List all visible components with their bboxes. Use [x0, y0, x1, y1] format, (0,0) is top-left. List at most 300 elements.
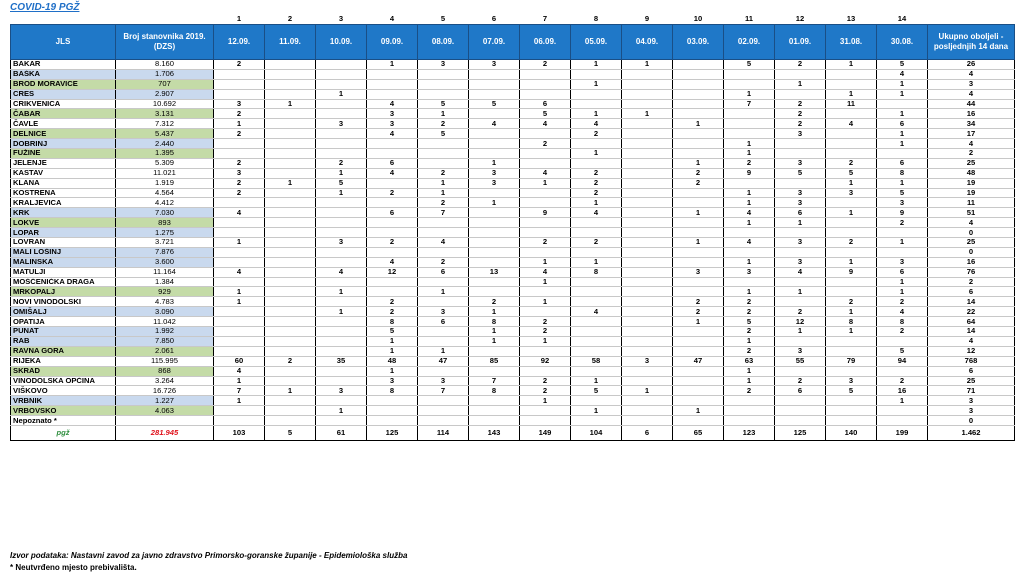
daily-cases — [316, 247, 367, 257]
daily-cases — [571, 139, 622, 149]
table-row — [11, 158, 1015, 168]
daily-cases — [826, 129, 877, 139]
daily-cases: 2 — [571, 178, 622, 188]
daily-cases: 1 — [673, 317, 724, 327]
daily-cases: 2 — [775, 119, 826, 129]
table-row — [11, 277, 1015, 287]
daily-cases — [265, 376, 316, 386]
daily-cases: 1 — [724, 198, 775, 208]
daily-cases: 1 — [826, 178, 877, 188]
daily-cases — [367, 218, 418, 228]
population-value: 7.312 — [116, 119, 214, 129]
daily-cases: 3 — [775, 238, 826, 248]
daily-cases: 1 — [265, 386, 316, 396]
daily-cases — [724, 416, 775, 426]
daily-cases — [673, 386, 724, 396]
daily-cases: 79 — [826, 356, 877, 366]
daily-cases — [571, 69, 622, 79]
table-row — [11, 366, 1015, 376]
column-number: 5 — [440, 14, 446, 23]
daily-cases — [724, 119, 775, 129]
daily-cases: 6 — [877, 158, 928, 168]
daily-cases — [877, 247, 928, 257]
daily-cases — [673, 336, 724, 346]
daily-cases — [724, 178, 775, 188]
daily-cases — [469, 79, 520, 89]
column-number: 11 — [744, 14, 754, 23]
daily-cases — [622, 238, 673, 248]
daily-cases: 2 — [214, 188, 265, 198]
daily-cases: 1 — [469, 198, 520, 208]
daily-cases — [622, 336, 673, 346]
daily-cases: 1 — [367, 366, 418, 376]
daily-cases — [571, 277, 622, 287]
daily-cases: 1 — [775, 79, 826, 89]
daily-cases: 1 — [265, 178, 316, 188]
column-number: 3 — [338, 14, 344, 23]
daily-cases: 2 — [214, 129, 265, 139]
daily-cases — [520, 228, 571, 238]
total-cases: 14 — [928, 297, 1015, 307]
daily-cases: 85 — [469, 356, 520, 366]
daily-cases — [622, 69, 673, 79]
daily-cases: 1 — [877, 396, 928, 406]
daily-cases — [265, 168, 316, 178]
total-cases: 3 — [928, 396, 1015, 406]
municipality-name: KOSTRENA — [11, 188, 116, 198]
daily-cases: 4 — [367, 168, 418, 178]
population-value: 1.706 — [116, 69, 214, 79]
daily-cases — [520, 129, 571, 139]
table-row — [11, 247, 1015, 257]
total-cases: 2 — [928, 277, 1015, 287]
population-value: 868 — [116, 366, 214, 376]
daily-cases: 1 — [418, 287, 469, 297]
daily-cases: 12 — [367, 267, 418, 277]
daily-cases — [214, 317, 265, 327]
header-date: 08.09. — [418, 25, 469, 60]
daily-cases — [316, 346, 367, 356]
population-value: 1.384 — [116, 277, 214, 287]
daily-cases — [418, 277, 469, 287]
daily-cases — [673, 79, 724, 89]
table-row — [11, 317, 1015, 327]
daily-cases — [622, 228, 673, 238]
total-cases: 11 — [928, 198, 1015, 208]
daily-cases — [775, 406, 826, 416]
total-cases: 3 — [928, 406, 1015, 416]
daily-cases — [265, 218, 316, 228]
daily-cases — [520, 218, 571, 228]
municipality-name: VINODOLSKA OPĆINA — [11, 376, 116, 386]
daily-cases: 2 — [673, 168, 724, 178]
daily-cases: 6 — [520, 99, 571, 109]
daily-cases: 2 — [724, 307, 775, 317]
header-jls: JLS — [11, 25, 116, 60]
total-cases: 4 — [928, 336, 1015, 346]
table-row — [11, 178, 1015, 188]
daily-cases — [469, 188, 520, 198]
daily-cases — [571, 287, 622, 297]
daily-cases: 94 — [877, 356, 928, 366]
daily-cases: 7 — [469, 376, 520, 386]
daily-cases: 1 — [826, 89, 877, 99]
total-cases: 4 — [928, 69, 1015, 79]
daily-cases — [469, 218, 520, 228]
column-number: 4 — [389, 14, 395, 23]
municipality-name: FUŽINE — [11, 149, 116, 159]
totals-daily: 149 — [520, 425, 571, 440]
daily-cases — [826, 139, 877, 149]
municipality-name: MALINSKA — [11, 257, 116, 267]
daily-cases — [622, 119, 673, 129]
daily-cases — [520, 79, 571, 89]
daily-cases — [418, 149, 469, 159]
daily-cases — [622, 366, 673, 376]
daily-cases: 1 — [724, 188, 775, 198]
daily-cases — [673, 228, 724, 238]
total-cases: 12 — [928, 346, 1015, 356]
header-date: 06.09. — [520, 25, 571, 60]
municipality-name: OMIŠALJ — [11, 307, 116, 317]
daily-cases — [622, 149, 673, 159]
daily-cases: 1 — [877, 178, 928, 188]
daily-cases — [775, 228, 826, 238]
daily-cases — [367, 79, 418, 89]
totals-daily: 6 — [622, 425, 673, 440]
daily-cases: 2 — [367, 188, 418, 198]
daily-cases — [724, 79, 775, 89]
daily-cases: 2 — [775, 60, 826, 70]
daily-cases: 5 — [877, 188, 928, 198]
daily-cases — [265, 79, 316, 89]
daily-cases — [367, 178, 418, 188]
total-cases: 71 — [928, 386, 1015, 396]
daily-cases: 5 — [316, 178, 367, 188]
daily-cases: 1 — [877, 79, 928, 89]
column-number: 8 — [593, 14, 599, 23]
daily-cases: 8 — [877, 168, 928, 178]
daily-cases: 3 — [418, 307, 469, 317]
daily-cases — [622, 267, 673, 277]
daily-cases: 2 — [826, 297, 877, 307]
municipality-name: OPATIJA — [11, 317, 116, 327]
daily-cases: 1 — [316, 89, 367, 99]
daily-cases: 2 — [316, 158, 367, 168]
daily-cases — [622, 129, 673, 139]
daily-cases — [265, 60, 316, 70]
daily-cases — [826, 228, 877, 238]
totals-daily: 123 — [724, 425, 775, 440]
daily-cases: 13 — [469, 267, 520, 277]
daily-cases: 4 — [877, 307, 928, 317]
municipality-name: SKRAD — [11, 366, 116, 376]
daily-cases: 1 — [469, 307, 520, 317]
table-row — [11, 287, 1015, 297]
daily-cases: 3 — [775, 158, 826, 168]
daily-cases: 1 — [520, 297, 571, 307]
daily-cases — [571, 297, 622, 307]
daily-cases — [265, 129, 316, 139]
daily-cases: 1 — [520, 277, 571, 287]
table-row — [11, 336, 1015, 346]
daily-cases — [673, 109, 724, 119]
daily-cases: 6 — [367, 158, 418, 168]
daily-cases — [724, 129, 775, 139]
daily-cases — [622, 277, 673, 287]
totals-daily: 125 — [367, 425, 418, 440]
daily-cases — [826, 406, 877, 416]
header-date: 12.09. — [214, 25, 265, 60]
daily-cases — [571, 228, 622, 238]
daily-cases: 3 — [214, 168, 265, 178]
daily-cases — [877, 149, 928, 159]
daily-cases: 2 — [571, 238, 622, 248]
daily-cases: 1 — [469, 336, 520, 346]
table-row — [11, 257, 1015, 267]
daily-cases: 3 — [214, 99, 265, 109]
daily-cases — [469, 396, 520, 406]
daily-cases — [214, 416, 265, 426]
daily-cases: 1 — [826, 327, 877, 337]
daily-cases — [265, 188, 316, 198]
daily-cases — [673, 257, 724, 267]
totals-daily: 103 — [214, 425, 265, 440]
totals-row — [11, 425, 1015, 440]
daily-cases — [520, 89, 571, 99]
daily-cases — [622, 307, 673, 317]
header-population: Broj stanovnika 2019. (DZS) — [116, 25, 214, 60]
daily-cases — [826, 396, 877, 406]
daily-cases — [265, 149, 316, 159]
daily-cases — [826, 416, 877, 426]
daily-cases — [265, 396, 316, 406]
daily-cases — [214, 346, 265, 356]
daily-cases — [520, 69, 571, 79]
daily-cases — [622, 297, 673, 307]
daily-cases — [571, 89, 622, 99]
table-row — [11, 168, 1015, 178]
daily-cases: 1 — [877, 238, 928, 248]
daily-cases — [265, 119, 316, 129]
daily-cases — [520, 366, 571, 376]
daily-cases: 92 — [520, 356, 571, 366]
daily-cases — [826, 79, 877, 89]
population-value: 1.919 — [116, 178, 214, 188]
municipality-name: BAŠKA — [11, 69, 116, 79]
daily-cases: 8 — [877, 317, 928, 327]
municipality-name: RAB — [11, 336, 116, 346]
daily-cases: 2 — [724, 386, 775, 396]
daily-cases: 6 — [877, 119, 928, 129]
daily-cases — [571, 327, 622, 337]
daily-cases — [469, 89, 520, 99]
daily-cases: 1 — [673, 158, 724, 168]
daily-cases — [673, 287, 724, 297]
daily-cases — [775, 89, 826, 99]
municipality-name: BAKAR — [11, 60, 116, 70]
daily-cases: 4 — [469, 119, 520, 129]
total-cases: 25 — [928, 238, 1015, 248]
daily-cases — [622, 139, 673, 149]
daily-cases: 1 — [877, 287, 928, 297]
daily-cases: 1 — [367, 336, 418, 346]
daily-cases: 4 — [571, 119, 622, 129]
daily-cases — [316, 99, 367, 109]
column-number: 1 — [236, 14, 242, 23]
population-value: 707 — [116, 79, 214, 89]
daily-cases — [214, 406, 265, 416]
daily-cases: 3 — [418, 376, 469, 386]
daily-cases: 35 — [316, 356, 367, 366]
daily-cases — [775, 297, 826, 307]
population-value: 5.309 — [116, 158, 214, 168]
daily-cases — [673, 139, 724, 149]
daily-cases — [826, 346, 877, 356]
daily-cases: 2 — [418, 168, 469, 178]
daily-cases — [826, 336, 877, 346]
daily-cases — [367, 89, 418, 99]
daily-cases — [520, 247, 571, 257]
daily-cases — [724, 228, 775, 238]
daily-cases: 2 — [673, 307, 724, 317]
municipality-name: KLANA — [11, 178, 116, 188]
municipality-name: JELENJE — [11, 158, 116, 168]
daily-cases: 1 — [877, 89, 928, 99]
population-value: 3.090 — [116, 307, 214, 317]
table-row — [11, 60, 1015, 70]
daily-cases: 4 — [214, 208, 265, 218]
daily-cases — [316, 60, 367, 70]
daily-cases: 4 — [214, 267, 265, 277]
daily-cases — [367, 149, 418, 159]
daily-cases: 3 — [367, 119, 418, 129]
daily-cases — [673, 69, 724, 79]
daily-cases: 3 — [316, 119, 367, 129]
daily-cases: 1 — [673, 208, 724, 218]
daily-cases: 2 — [673, 297, 724, 307]
daily-cases: 1 — [520, 257, 571, 267]
total-cases: 44 — [928, 99, 1015, 109]
municipality-name: ČAVLE — [11, 119, 116, 129]
totals-daily: 104 — [571, 425, 622, 440]
daily-cases — [622, 218, 673, 228]
daily-cases — [265, 198, 316, 208]
municipality-name: VRBOVSKO — [11, 406, 116, 416]
daily-cases: 7 — [418, 386, 469, 396]
daily-cases: 5 — [520, 109, 571, 119]
daily-cases — [265, 277, 316, 287]
daily-cases: 2 — [724, 346, 775, 356]
population-value: 5.437 — [116, 129, 214, 139]
daily-cases: 1 — [724, 149, 775, 159]
daily-cases: 2 — [571, 129, 622, 139]
daily-cases: 4 — [367, 257, 418, 267]
daily-cases — [214, 336, 265, 346]
daily-cases — [775, 396, 826, 406]
daily-cases — [418, 406, 469, 416]
daily-cases — [571, 99, 622, 109]
municipality-name: RIJEKA — [11, 356, 116, 366]
table-row — [11, 386, 1015, 396]
daily-cases: 1 — [571, 109, 622, 119]
total-cases: 16 — [928, 257, 1015, 267]
daily-cases — [775, 336, 826, 346]
table-row — [11, 376, 1015, 386]
table-row — [11, 356, 1015, 366]
daily-cases: 5 — [826, 386, 877, 396]
daily-cases — [265, 267, 316, 277]
daily-cases — [673, 198, 724, 208]
daily-cases: 1 — [214, 396, 265, 406]
total-cases: 25 — [928, 376, 1015, 386]
daily-cases — [265, 247, 316, 257]
municipality-name: LOPAR — [11, 228, 116, 238]
total-cases: 48 — [928, 168, 1015, 178]
footnote: * Neutvrđeno mjesto prebivališta. — [10, 563, 137, 572]
daily-cases — [673, 327, 724, 337]
daily-cases: 1 — [418, 109, 469, 119]
daily-cases: 3 — [775, 346, 826, 356]
population-value: 3.721 — [116, 238, 214, 248]
daily-cases: 9 — [724, 168, 775, 178]
daily-cases: 11 — [826, 99, 877, 109]
daily-cases — [826, 277, 877, 287]
total-cases: 3 — [928, 79, 1015, 89]
daily-cases: 3 — [775, 188, 826, 198]
daily-cases — [877, 416, 928, 426]
daily-cases — [265, 346, 316, 356]
daily-cases — [469, 238, 520, 248]
header-date: 05.09. — [571, 25, 622, 60]
daily-cases — [214, 307, 265, 317]
population-value: 7.850 — [116, 336, 214, 346]
daily-cases: 5 — [724, 317, 775, 327]
daily-cases — [265, 307, 316, 317]
daily-cases — [673, 366, 724, 376]
daily-cases — [724, 247, 775, 257]
daily-cases: 1 — [367, 346, 418, 356]
daily-cases — [571, 366, 622, 376]
daily-cases: 3 — [469, 178, 520, 188]
daily-cases — [724, 277, 775, 287]
population-value: 2.061 — [116, 346, 214, 356]
daily-cases — [214, 198, 265, 208]
daily-cases: 2 — [724, 158, 775, 168]
daily-cases — [367, 69, 418, 79]
totals-daily: 199 — [877, 425, 928, 440]
population-value: 16.726 — [116, 386, 214, 396]
municipality-name: Nepoznato * — [11, 416, 116, 426]
daily-cases: 1 — [316, 188, 367, 198]
daily-cases — [469, 257, 520, 267]
daily-cases — [316, 218, 367, 228]
daily-cases — [775, 366, 826, 376]
total-cases: 25 — [928, 158, 1015, 168]
daily-cases — [214, 149, 265, 159]
daily-cases — [316, 109, 367, 119]
daily-cases: 8 — [826, 317, 877, 327]
source-note: Izvor podataka: Nastavni zavod za javno zdravstvo Primorsko-goranske županije - Epidemiološka služba — [10, 551, 408, 560]
totals-population: 281.945 — [116, 425, 214, 440]
totals-daily: 140 — [826, 425, 877, 440]
daily-cases — [622, 376, 673, 386]
daily-cases: 1 — [622, 60, 673, 70]
spacer — [11, 14, 116, 25]
total-cases: 34 — [928, 119, 1015, 129]
daily-cases — [520, 416, 571, 426]
municipality-name: MOŠĆENIČKA DRAGA — [11, 277, 116, 287]
